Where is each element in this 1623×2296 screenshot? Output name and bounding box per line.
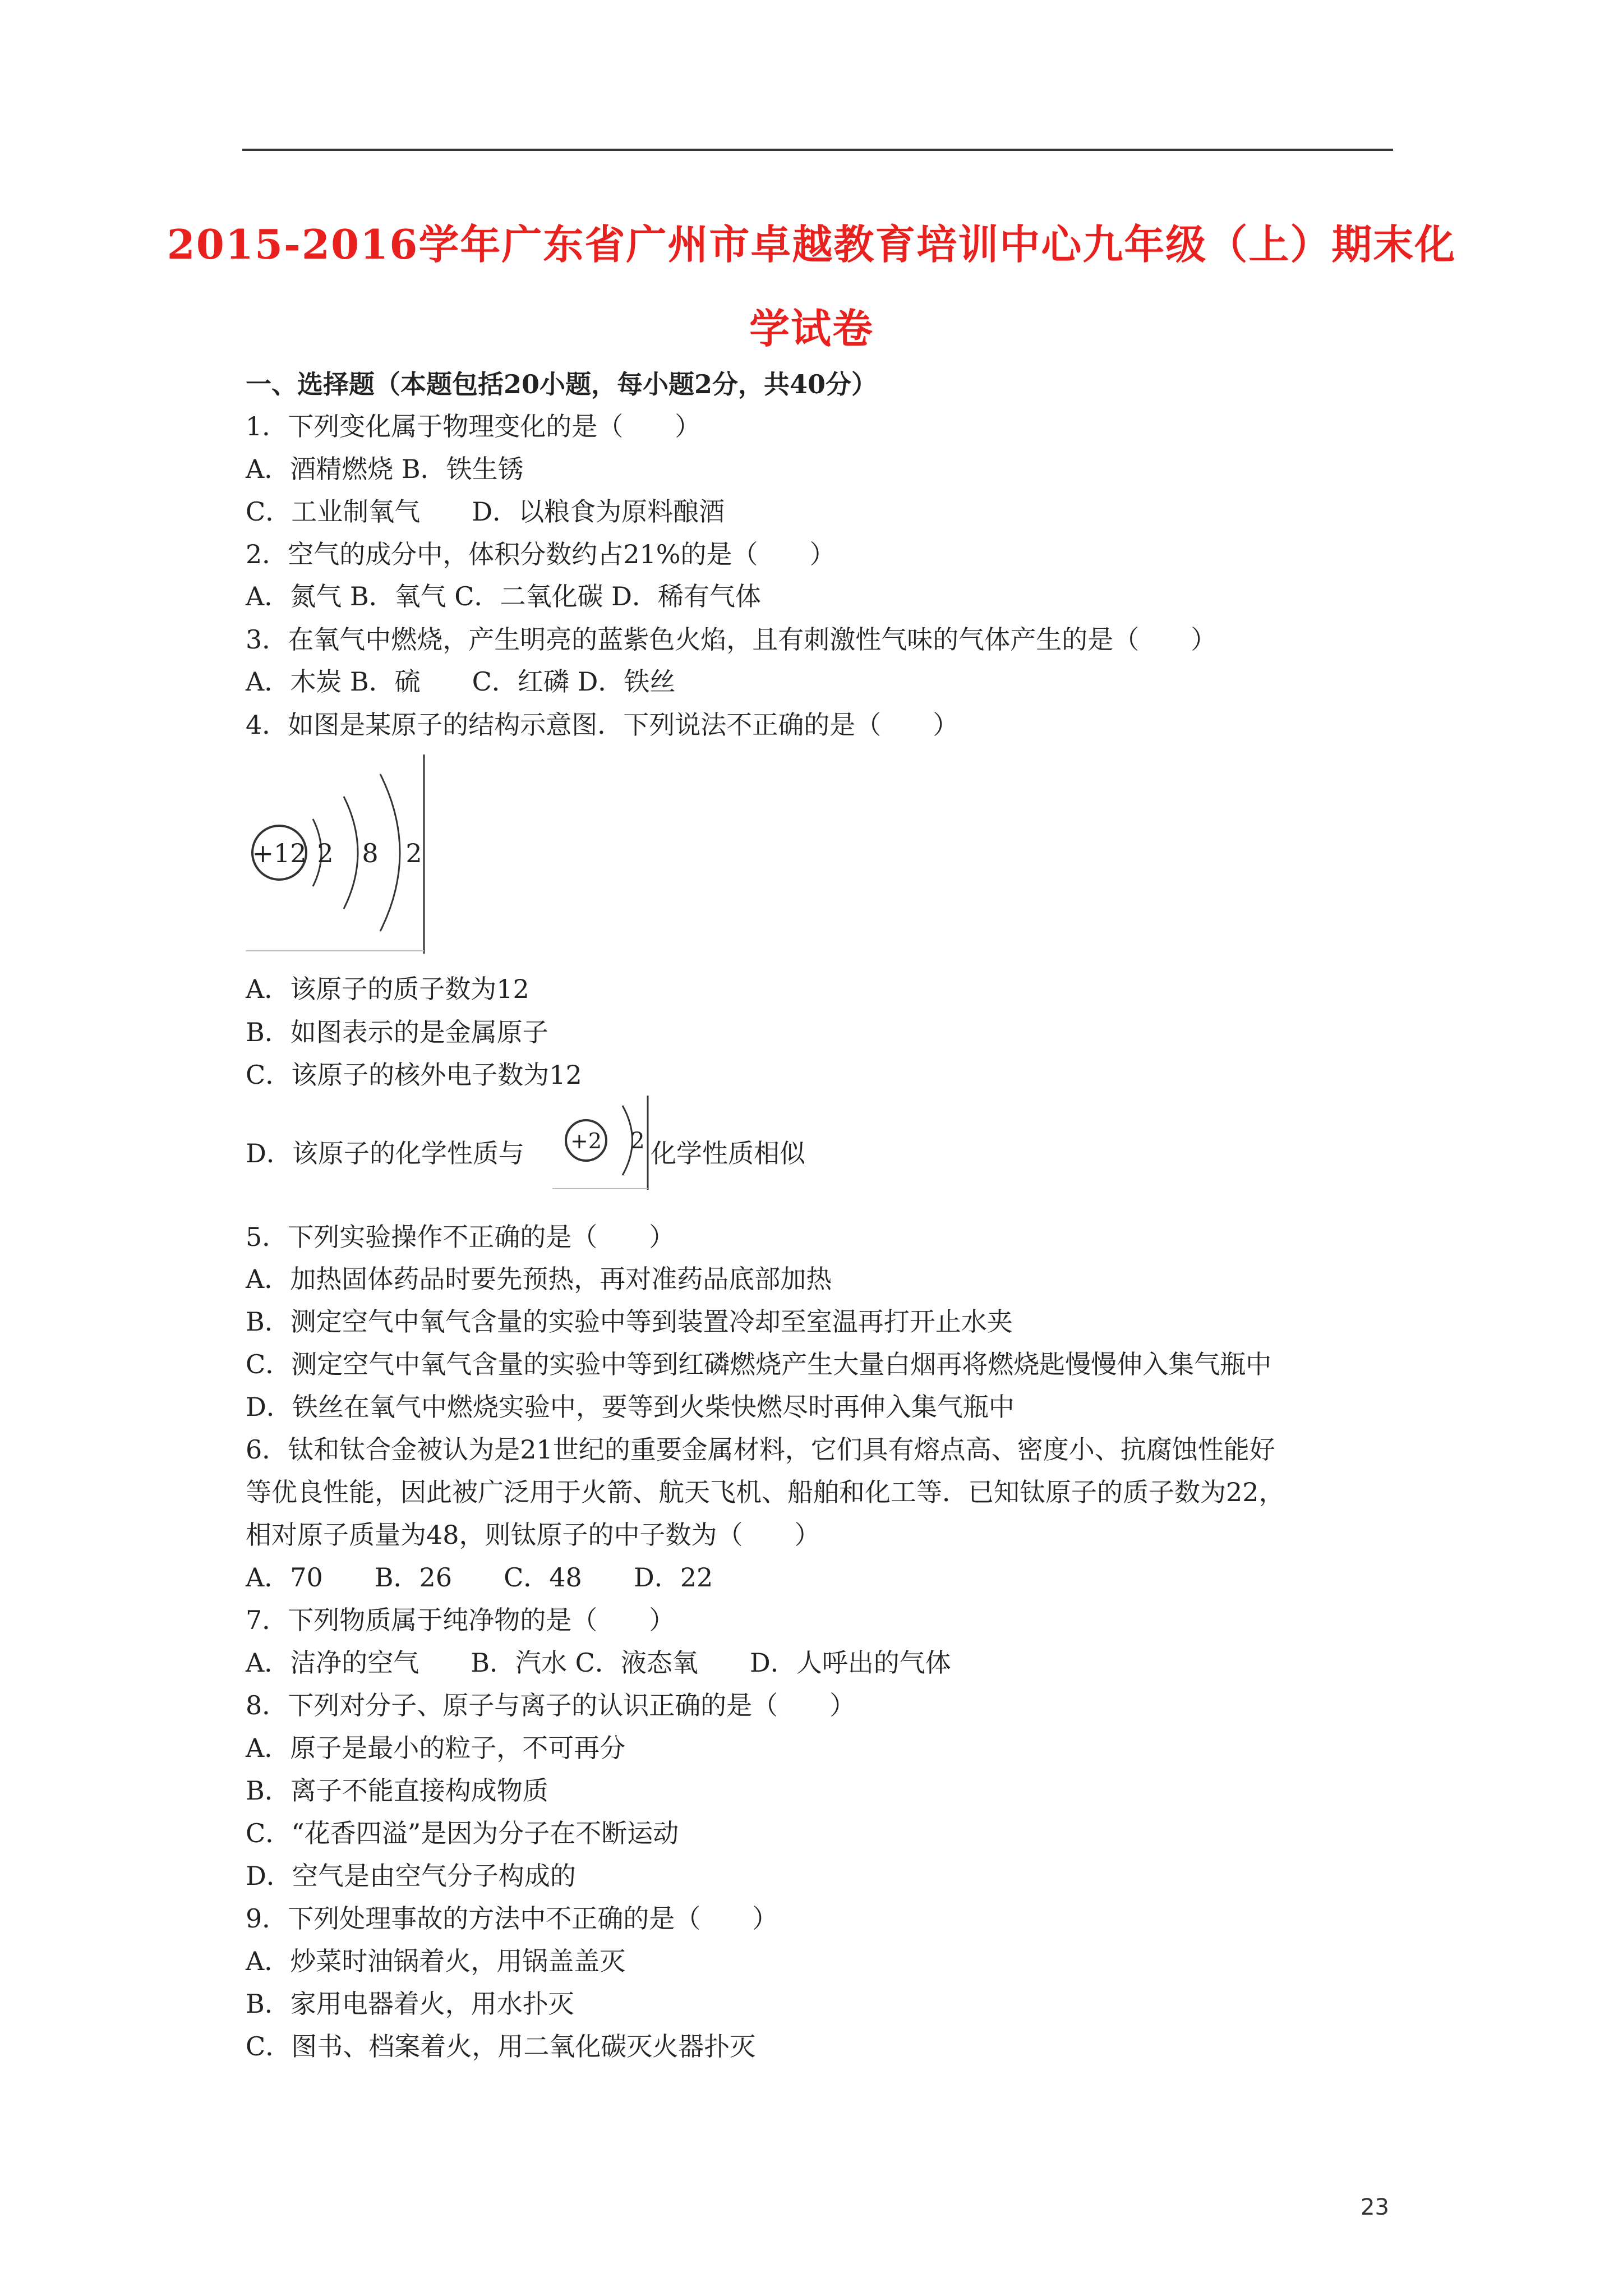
q8-option-d: D．空气是由空气分子构成的 xyxy=(246,1861,576,1891)
q5-option-d: D．铁丝在氧气中燃烧实验中，要等到火柴快燃尽时再伸入集气瓶中 xyxy=(246,1392,1015,1422)
page-number: 23 xyxy=(1361,2194,1389,2220)
q6-options: A．70 B．26 C．48 D．22 xyxy=(246,1562,713,1593)
question-7: 7．下列物质属于纯净物的是（ ） xyxy=(246,1605,675,1635)
q8-option-c: C．“花香四溢”是因为分子在不断运动 xyxy=(246,1818,679,1848)
q4-option-d-suffix: 化学性质相似 xyxy=(651,1138,805,1168)
q5-option-c: C．测定空气中氧气含量的实验中等到红磷燃烧产生大量白烟再将燃烧匙慢慢伸入集气瓶中 xyxy=(246,1349,1272,1379)
q5-option-b: B．测定空气中氧气含量的实验中等到装置冷却至室温再打开止水夹 xyxy=(246,1306,1013,1337)
q4-option-b: B．如图表示的是金属原子 xyxy=(246,1017,548,1047)
helium-nucleus-charge: +2 xyxy=(570,1129,602,1153)
question-6-line1: 6．钛和钛合金被认为是21世纪的重要金属材料，它们具有熔点高、密度小、抗腐蚀性能好 xyxy=(246,1434,1275,1465)
exam-title-line2: 学试卷 xyxy=(749,305,874,352)
q9-option-b: B．家用电器着火，用水扑灭 xyxy=(246,1989,574,2019)
helium-atom-diagram xyxy=(552,1096,651,1190)
shell-1-electrons: 2 xyxy=(317,838,334,868)
question-4: 4．如图是某原子的结构示意图．下列说法不正确的是（ ） xyxy=(246,710,959,740)
question-6-line2: 等优良性能，因此被广泛用于火箭、航天飞机、船舶和化工等．已知钛原子的质子数为22， xyxy=(246,1477,1285,1507)
question-6-line3: 相对原子质量为48，则钛原子的中子数为（ ） xyxy=(246,1520,820,1550)
header-rule xyxy=(242,149,1393,151)
shell-2-electrons: 8 xyxy=(362,838,379,868)
q5-option-a: A．加热固体药品时要先预热，再对准药品底部加热 xyxy=(246,1264,832,1294)
question-5: 5．下列实验操作不正确的是（ ） xyxy=(246,1222,675,1252)
question-9: 9．下列处理事故的方法中不正确的是（ ） xyxy=(246,1903,778,1934)
q4-option-d-prefix: D．该原子的化学性质与 xyxy=(246,1138,524,1168)
q2-options: A．氮气 B．氧气 C．二氧化碳 D．稀有气体 xyxy=(246,581,761,611)
exam-title-line1: 2015-2016学年广东省广州市卓越教育培训中心九年级（上）期末化 xyxy=(167,220,1456,268)
question-2: 2．空气的成分中，体积分数约占21%的是（ ） xyxy=(246,539,836,569)
q1-options-cd: C．工业制氧气 D．以粮食为原料酿酒 xyxy=(246,496,725,527)
question-3: 3．在氧气中燃烧，产生明亮的蓝紫色火焰，且有刺激性气味的气体产生的是（ ） xyxy=(246,624,1217,655)
atom-structure-diagram xyxy=(246,754,432,954)
q8-option-a: A．原子是最小的粒子，不可再分 xyxy=(246,1733,626,1763)
q4-option-a: A．该原子的质子数为12 xyxy=(246,974,529,1004)
q3-options: A．木炭 B．硫 C．红磷 D．铁丝 xyxy=(246,666,676,697)
q8-option-b: B．离子不能直接构成物质 xyxy=(246,1775,548,1806)
question-8: 8．下列对分子、原子与离子的认识正确的是（ ） xyxy=(246,1690,856,1720)
shell-3-electrons: 2 xyxy=(405,838,422,868)
q4-option-c: C．该原子的核外电子数为12 xyxy=(246,1060,582,1090)
q9-option-c: C．图书、档案着火，用二氧化碳灭火器扑灭 xyxy=(246,2031,756,2062)
q7-options: A．洁净的空气 B．汽水 C．液态氧 D．人呼出的气体 xyxy=(246,1648,951,1678)
question-1: 1．下列变化属于物理变化的是（ ） xyxy=(246,411,701,441)
q9-option-a: A．炒菜时油锅着火，用锅盖盖灭 xyxy=(246,1946,626,1976)
section-heading: 一、选择题（本题包括20小题，每小题2分，共40分） xyxy=(246,369,878,399)
helium-shell-electrons: 2 xyxy=(630,1128,645,1154)
nucleus-charge: +12 xyxy=(252,838,307,868)
q1-options-ab: A．酒精燃烧 B．铁生锈 xyxy=(246,454,524,484)
